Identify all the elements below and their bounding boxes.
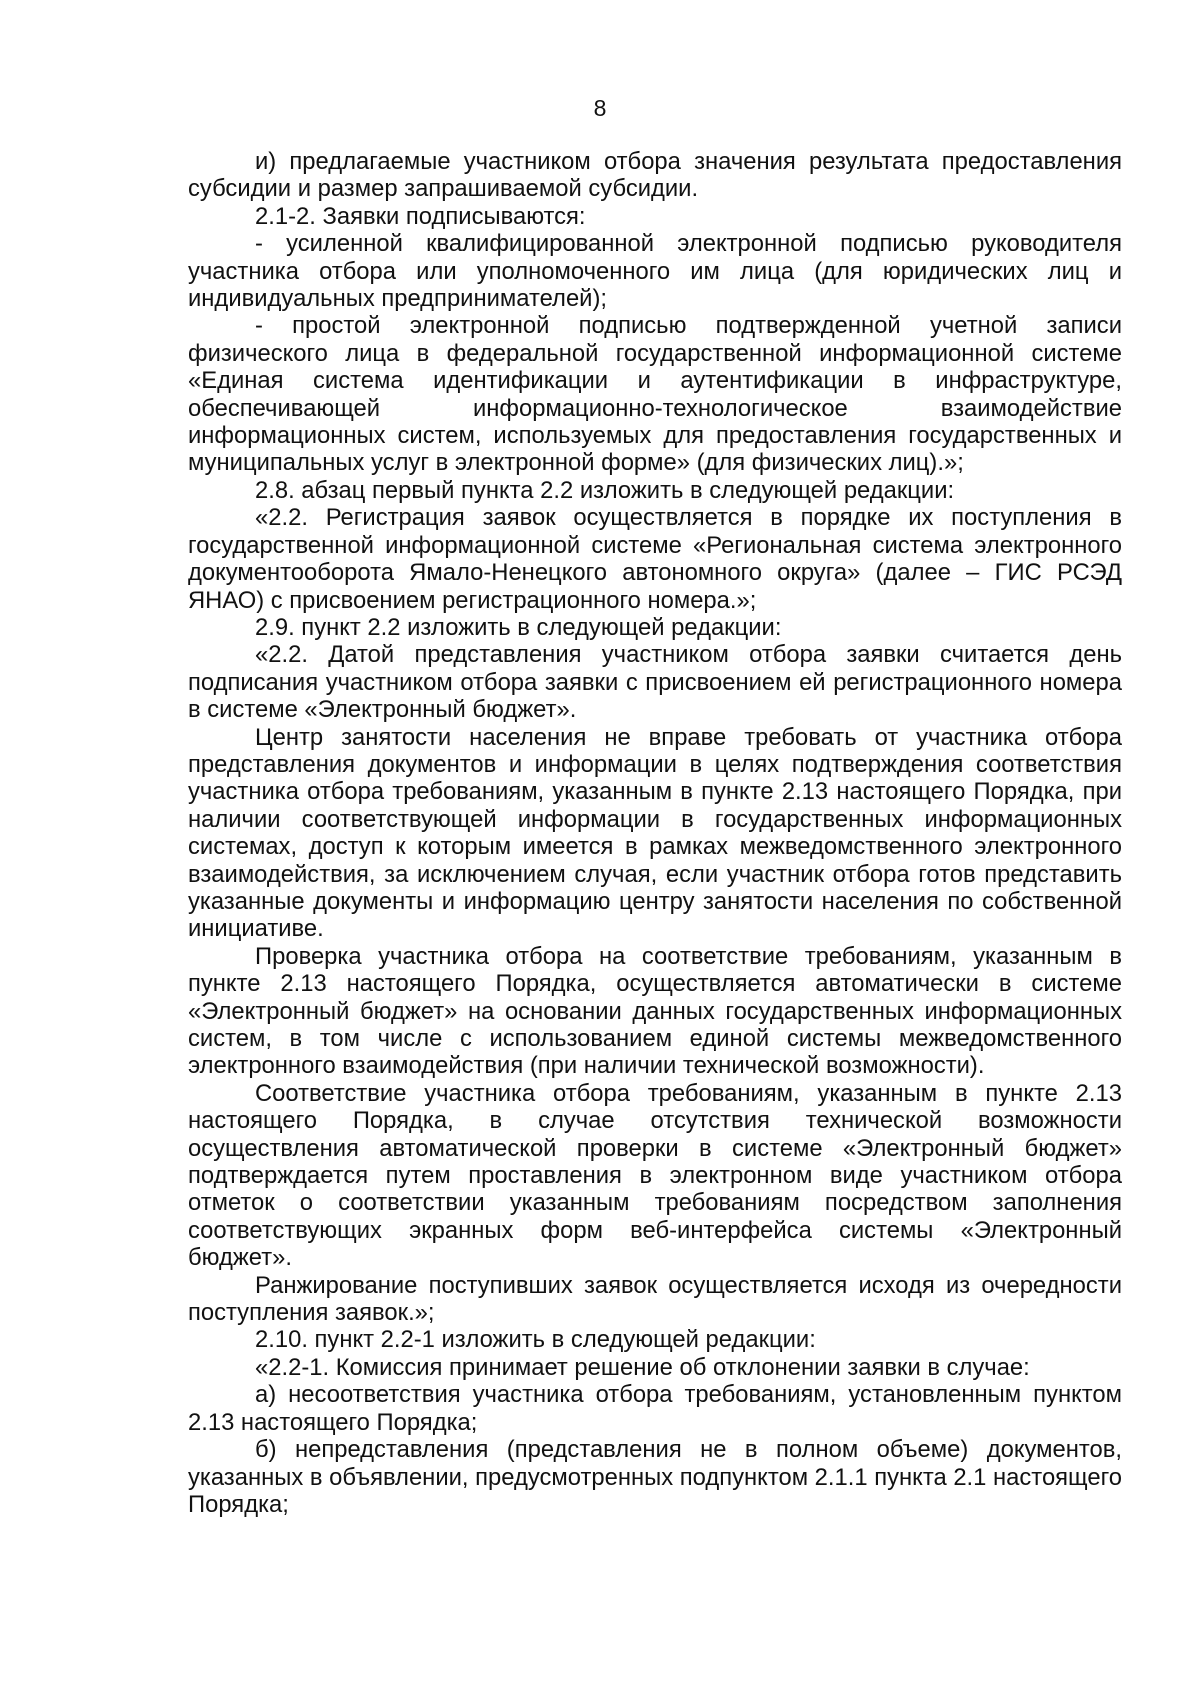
paragraph: 2.8. абзац первый пункта 2.2 изложить в следующей редакции: xyxy=(255,476,955,504)
paragraph: - усиленной квалифицированной электронной подписью руководителя участника отбора или уполномоченного им лица (для юридических лиц и индивидуальных предпринимателей); xyxy=(188,230,1122,313)
paragraph: а) несоответствия участника отбора требованиям, установленным пунктом 2.13 настоящего Порядка; xyxy=(188,1381,1122,1436)
paragraph: и) предлагаемые участником отбора значения результата предоставления субсидии и размер запрашиваемой субсидии. xyxy=(188,148,1122,203)
paragraph: 2.1-2. Заявки подписываются: xyxy=(255,202,586,230)
document-body xyxy=(188,148,1122,1518)
page-number: 8 xyxy=(593,95,607,121)
paragraph: Ранжирование поступивших заявок осуществляется исходя из очередности поступления заявок.»; xyxy=(188,1271,1122,1327)
paragraph: Центр занятости населения не вправе требовать от участника отбора представления документов и информации в целях подтверждения соответствия участника отбора требованиям, указанным в пункте 2.13 настоящего Порядка, при наличии соответствующей информации в государственных информационных системах, доступ к которым имеется в рамках межведомственного электронного взаимодействия, за исключением случая, если участник отбора готов представить указанные документы и информацию центру занятости населения по собственной инициативе. xyxy=(188,723,1122,943)
paragraph: - простой электронной подписью подтвержденной учетной записи физического лица в федеральной государственной информационной системе «Единая система идентификации и аутентификации в инфраструктуре, обеспечивающей информационно-технологическое взаимодействие информационных систем, используемых для предоставления государственных и муниципальных услуг в электронной форме» (для физических лиц).»; xyxy=(188,312,1122,477)
paragraph: 2.9. пункт 2.2 изложить в следующей редакции: xyxy=(255,613,782,641)
paragraph: «2.2. Датой представления участником отбора заявки считается день подписания участником отбора заявки с присвоением ей регистрационного номера в системе «Электронный бюджет». xyxy=(188,641,1122,724)
paragraph: «2.2-1. Комиссия принимает решение об отклонении заявки в случае: xyxy=(255,1353,1030,1381)
paragraph: Проверка участника отбора на соответствие требованиям, указанным в пункте 2.13 настоящего Порядка, осуществляется автоматически в системе «Электронный бюджет» на основании данных государственных информационных систем, в том числе с использованием единой системы межведомственного электронного взаимодействия (при наличии технической возможности). xyxy=(188,942,1122,1080)
paragraph: Соответствие участника отбора требованиям, указанным в пункте 2.13 настоящего Порядка, в случае отсутствия технической возможности осуществления автоматической проверки в системе «Электронный бюджет» подтверждается путем проставления в электронном виде участником отбора отметок о соответствии указанным требованиям посредством заполнения соответствующих экранных форм веб-интерфейса системы «Электронный бюджет». xyxy=(188,1079,1122,1272)
paragraph: 2.10. пункт 2.2-1 изложить в следующей редакции: xyxy=(255,1326,816,1354)
paragraph: «2.2. Регистрация заявок осуществляется в порядке их поступления в государственной информационной системе «Региональная система электронного документооборота Ямало-Ненецкого автономного округа» (далее – ГИС РСЭД ЯНАО) с присвоением регистрационного номера.»; xyxy=(188,504,1122,614)
paragraph: б) непредставления (представления не в полном объеме) документов, указанных в объявлении, предусмотренных подпунктом 2.1.1 пункта 2.1 настоящего Порядка; xyxy=(188,1436,1122,1518)
